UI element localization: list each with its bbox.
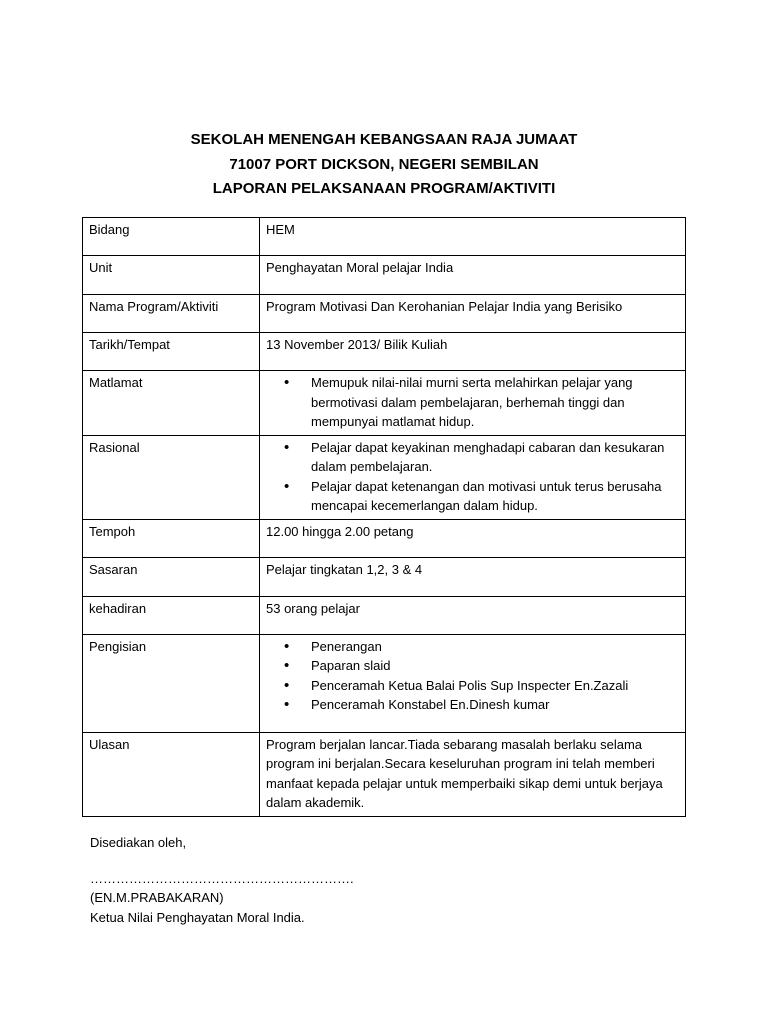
list-item: • Penceramah Ketua Balai Polis Sup Inspecter En.Zazali (311, 676, 679, 696)
row-rasional (83, 435, 686, 519)
row-unit (83, 256, 686, 295)
label-tempoh: Tempoh (83, 519, 260, 557)
value-ulasan: Program berjalan lancar.Tiada sebarang masalah berlaku selama program ini berjalan.Secara keseluruhan program ini telah memberi manfaat kepada pelajar untuk memperbaiki sikap demi untuk berjaya dalam akademik. (260, 732, 686, 816)
row-tarikh (83, 333, 686, 371)
value-tempoh: 12.00 hingga 2.00 petang (260, 519, 686, 557)
value-pengisian (260, 634, 686, 732)
label-rasional: Rasional (83, 435, 260, 519)
row-sasaran (83, 557, 686, 596)
label-bidang: Bidang (83, 218, 260, 256)
signature-line: ……………………………………………………. (90, 870, 354, 886)
label-nama-program: Nama Program/Aktiviti (83, 295, 260, 333)
list-item: • Penerangan (311, 637, 679, 657)
value-matlamat (260, 371, 686, 436)
value-kehadiran: 53 orang pelajar (260, 596, 686, 634)
list-item: • Pelajar dapat ketenangan dan motivasi untuk terus berusaha mencapai kecemerlangan dalam hidup. (311, 477, 679, 516)
row-matlamat (83, 371, 686, 436)
value-sasaran: Pelajar tingkatan 1,2, 3 & 4 (260, 557, 686, 596)
report-title: LAPORAN PELAKSANAAN PROGRAM/AKTIVITI (212, 180, 556, 197)
preparer-name: (EN.M.PRABAKARAN) (90, 890, 224, 905)
label-pengisian: Pengisian (83, 634, 260, 732)
rasional-list (266, 438, 679, 516)
list-item: • Memupuk nilai-nilai murni serta melahirkan pelajar yang bermotivasi dalam pembelajaran, berhemah tinggi dan mempunyai matlamat hidup. (311, 373, 679, 432)
document-header (0, 128, 768, 202)
list-item: • Paparan slaid (311, 656, 679, 676)
prepared-by: Disediakan oleh, (90, 835, 187, 850)
matlamat-list (266, 373, 679, 432)
label-tarikh: Tarikh/Tempat (83, 333, 260, 371)
label-sasaran: Sasaran (83, 557, 260, 596)
row-bidang (83, 218, 686, 256)
pengisian-list (266, 637, 679, 715)
school-name: SEKOLAH MENENGAH KEBANGSAAN RAJA JUMAAT (190, 131, 578, 148)
label-unit: Unit (83, 256, 260, 295)
report-table (82, 217, 686, 817)
label-ulasan: Ulasan (83, 732, 260, 816)
row-nama-program (83, 295, 686, 333)
value-rasional (260, 435, 686, 519)
school-address: 71007 PORT DICKSON, NEGERI SEMBILAN (229, 155, 539, 173)
label-matlamat: Matlamat (83, 371, 260, 436)
row-tempoh (83, 519, 686, 557)
row-kehadiran (83, 596, 686, 634)
row-pengisian (83, 634, 686, 732)
value-tarikh: 13 November 2013/ Bilik Kuliah (260, 333, 686, 371)
value-unit: Penghayatan Moral pelajar India (260, 256, 686, 295)
list-item: • Pelajar dapat keyakinan menghadapi cabaran dan kesukaran dalam pembelajaran. (311, 438, 679, 477)
row-ulasan (83, 732, 686, 816)
list-item: • Penceramah Konstabel En.Dinesh kumar (311, 695, 679, 715)
value-nama-program: Program Motivasi Dan Kerohanian Pelajar India yang Berisiko (260, 295, 686, 333)
preparer-position: Ketua Nilai Penghayatan Moral India. (90, 909, 305, 925)
label-kehadiran: kehadiran (83, 596, 260, 634)
value-bidang: HEM (260, 218, 686, 256)
signature-block (90, 833, 354, 927)
